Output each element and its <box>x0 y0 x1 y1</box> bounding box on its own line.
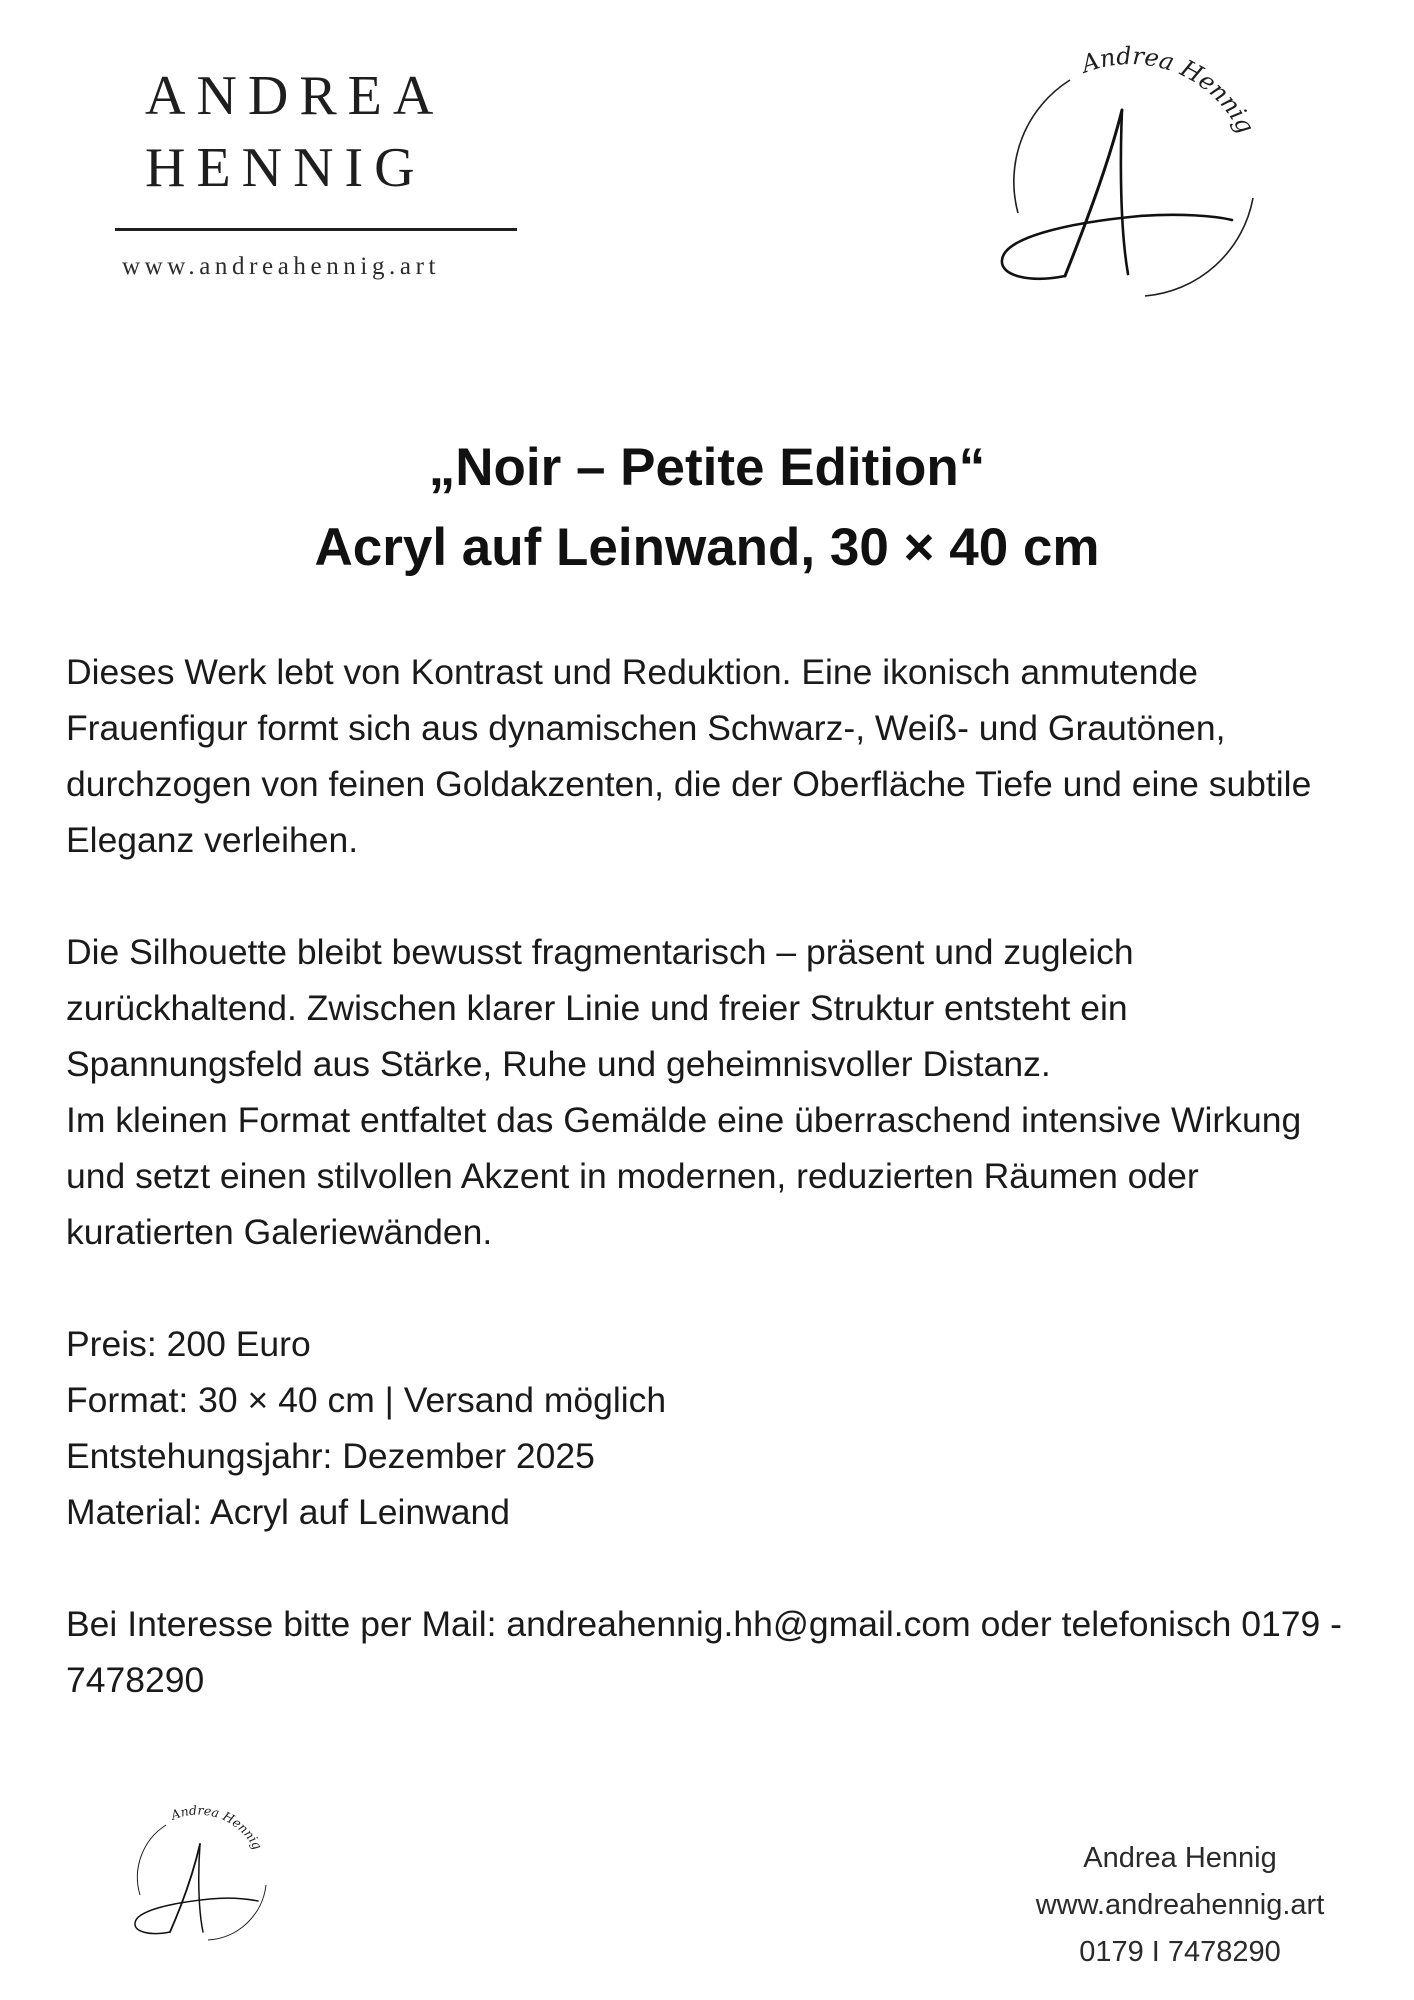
detail-material: Material: Acryl auf Leinwand <box>66 1492 510 1532</box>
title-line-medium: Acryl auf Leinwand, 30 × 40 cm <box>314 518 1100 577</box>
artwork-description <box>66 644 1342 1708</box>
footer-website: www.andreahennig.art <box>1035 1889 1325 1921</box>
contact-info: Bei Interesse bitte per Mail: andreahennig.hh@gmail.com oder telefonisch 0179 - 7478290 <box>66 1604 1342 1700</box>
logo-circle-arc-left <box>1014 80 1070 213</box>
brand-header <box>115 60 517 281</box>
logo-monogram-stroke-right <box>1121 110 1128 274</box>
brand-name-line2: HENNIG <box>145 137 426 199</box>
detail-format: Format: 30 × 40 cm | Versand möglich <box>66 1380 667 1420</box>
logo-small-monogram-stroke-right <box>199 1844 203 1932</box>
signature-logo-icon <box>970 38 1270 308</box>
footer-phone: 0179 I 7478290 <box>1079 1936 1281 1968</box>
artwork-title <box>0 428 1414 588</box>
detail-price: Preis: 200 Euro <box>66 1324 311 1364</box>
description-paragraph: Im kleinen Format entfaltet das Gemälde eine überraschend intensive Wirkung und setzt einen stilvollen Akzent in modernen, reduzierten Räumen oder kuratierten Galeriewänden. <box>66 1100 1302 1252</box>
logo-monogram-loop <box>1002 215 1232 279</box>
logo-small-circle-arc-right <box>208 1885 266 1940</box>
signature-logo-small-icon <box>118 1800 278 1950</box>
logo-signature-text: Andrea Hennig <box>1077 41 1260 139</box>
description-paragraph: Die Silhouette bleibt bewusst fragmentarisch – präsent und zugleich zurückhaltend. Zwischen klarer Linie und freier Struktur entsteht ein Spannungsfeld aus Stärke, Ruhe und geheimnisvoller Distanz. <box>66 932 1134 1084</box>
brand-name-line1: ANDREA <box>145 65 445 127</box>
footer-contact <box>960 1835 1400 1976</box>
title-line-name: „Noir – Petite Edition“ <box>428 438 986 497</box>
logo-small-signature-text: Andrea Hennig <box>168 1802 266 1853</box>
description-paragraph: Dieses Werk lebt von Kontrast und Reduktion. Eine ikonisch anmutende Frauenfigur formt sich aus dynamischen Schwarz-, Weiß- und Grautönen, durchzogen von feinen Goldakzenten, die der Oberfläche Tiefe und eine subtile Eleganz verleihen. <box>66 652 1312 860</box>
logo-small-monogram-stroke-left <box>170 1844 200 1932</box>
brand-divider <box>115 228 517 231</box>
logo-monogram-stroke-left <box>1065 110 1122 276</box>
logo-small-circle-arc-left <box>137 1825 166 1895</box>
detail-year: Entstehungsjahr: Dezember 2025 <box>66 1436 595 1476</box>
logo-circle-arc-right <box>1145 198 1253 296</box>
brand-website: www.andreahennig.art <box>122 253 441 280</box>
logo-small-monogram-loop <box>135 1898 258 1933</box>
footer-name: Andrea Hennig <box>1083 1842 1277 1874</box>
